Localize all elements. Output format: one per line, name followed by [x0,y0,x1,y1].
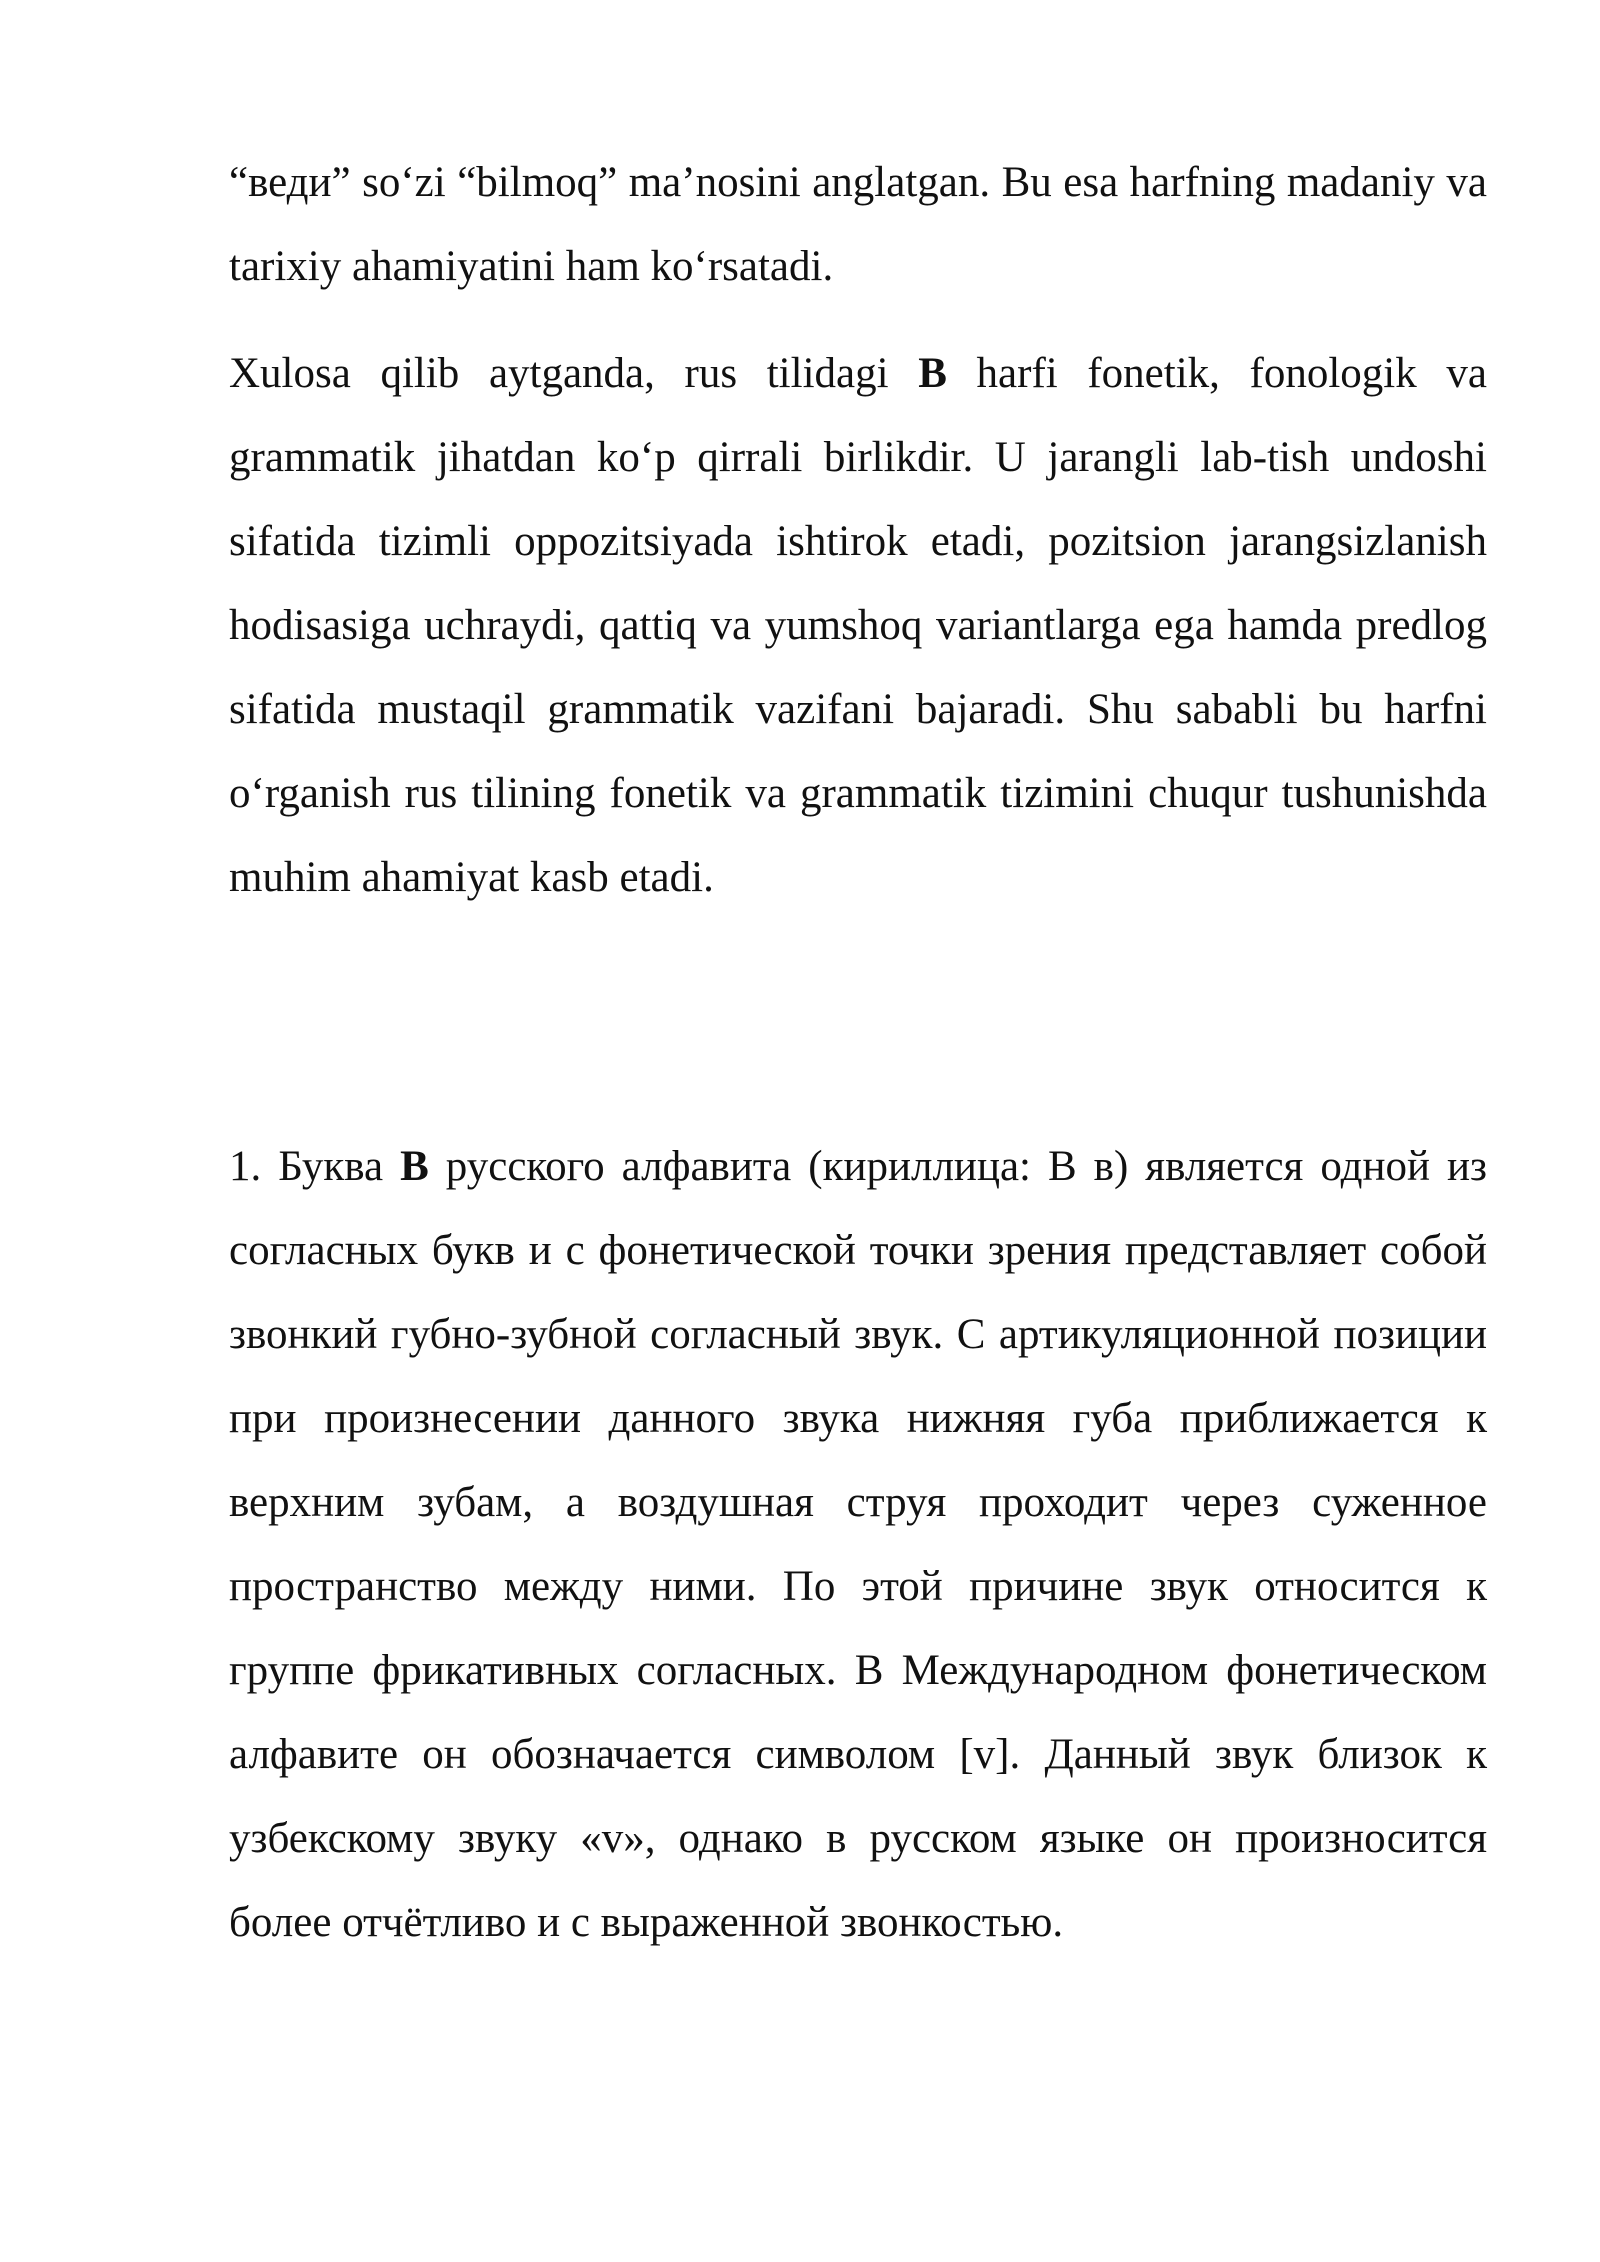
paragraph-2-intro: Xulosa qilib aytganda, rus tilidagi [229,350,919,397]
paragraph-2 [229,332,1487,920]
paragraph-3-bold-letter: В [400,1143,429,1190]
paragraph-3 [229,1125,1487,1965]
paragraph-1-text: “веди” so‘zi “bilmoq” ma’nosini anglatgan. Bu esa harfning madaniy va tarixiy ahamiyatini ham ko‘rsatadi. [229,159,1487,290]
paragraph-2-body: harfi fonetik, fonologik va grammatik jihatdan ko‘p qirrali birlikdir. U jarangli lab-tish undoshi sifatida tizimli oppozitsiyada ishtirok etadi, pozitsion jarangsizlanish hodisasiga uchraydi, qattiq va yumshoq variantlarga ega hamda predlog sifatida mustaqil grammatik vazifani bajaradi. Shu sababli bu harfni o‘rganish rus tilining fonetik va grammatik tizimini chuqur tushunishda muhim ahamiyat kasb etadi. [229,350,1487,901]
paragraph-2-bold-letter: В [918,350,947,397]
paragraph-3-intro: 1. Буква [229,1143,401,1190]
paragraph-2-text [229,332,1487,920]
paragraph-3-body: русского алфавита (кириллица: В в) является одной из согласных букв и с фонетической точки зрения представляет собой звонкий губно-зубной согласный звук. С артикуляционной позиции при произнесении данного звука нижняя губа приближается к верхним зубам, а воздушная струя проходит через суженное пространство между ними. По этой причине звук относится к группе фрикативных согласных. В Международном фонетическом алфавите он обозначается символом [v]. Данный звук близок к узбекскому звуку «v», однако в русском языке он произносится более отчётливо и с выраженной звонкостью. [229,1143,1487,1946]
paragraph-3-text [229,1125,1487,1965]
paragraph-1 [229,141,1487,309]
